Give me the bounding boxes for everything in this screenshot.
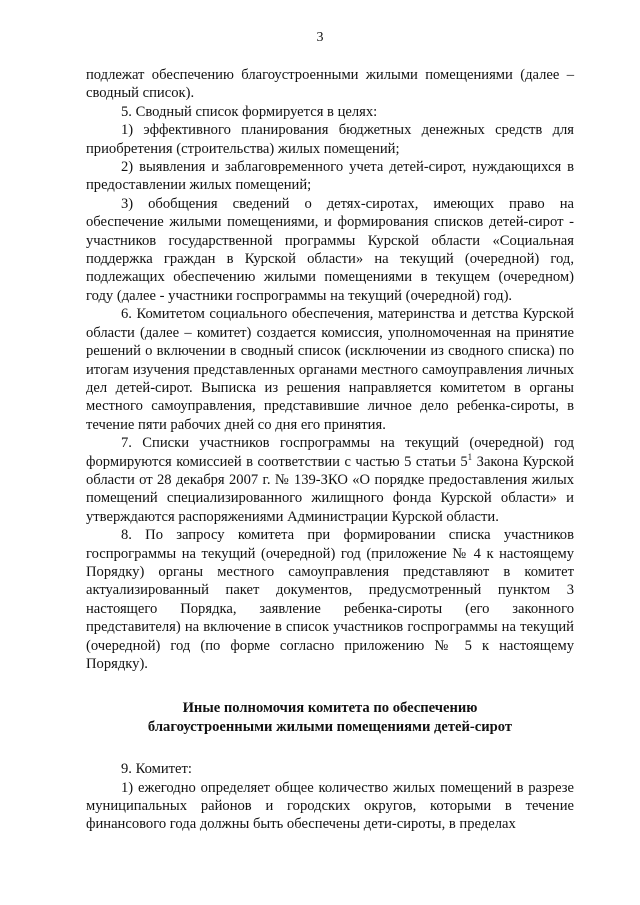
section-heading (86, 699, 574, 736)
paragraph-continuation: подлежат обеспечению благоустроенными жилыми помещениями (далее – сводный список). (86, 67, 574, 102)
section-heading-line2: благоустроенными жилыми помещениями детей-сирот (147, 718, 513, 735)
page-number: 3 (316, 30, 324, 45)
paragraph-item-9: 9. Комитет: (121, 761, 192, 778)
paragraph-item-7 (86, 434, 574, 526)
paragraph-item-5: 5. Сводный список формируется в целях: (121, 103, 378, 120)
article-superscript: 1 (467, 451, 473, 462)
paragraph-item-5-3: 3) обобщения сведений о детях-сиротах, имеющих право на обеспечение жилыми помещениями, и формирования списков детей-сирот - участников государственной программы Курской области «Социальная поддержка граждан в Курской области» на текущий (очередной) год, подлежащих обеспечению жилыми помещениями в текущем (очередном) году (далее - участники госпрограммы на текущий (очередной) год). (86, 195, 574, 304)
section-heading-line1: Иные полномочия комитета по обеспечению (182, 700, 478, 717)
paragraph-item-7-part2: Закона Курской области от 28 декабря 2007 г. № 139-ЗКО «О порядке предоставления жилых помещений специализированного жилищного фонда Курской области» и утверждаются распоряжениями Администрации Курской области. (86, 453, 574, 525)
paragraph-item-8: 8. По запросу комитета при формировании списка участников госпрограммы на текущий (очередной) год (приложение № 4 к настоящему Порядку) органы местного самоуправления представляют в комитет актуализированный пакет документов, предусмотренный пунктом 3 настоящего Порядка, заявление ребенка-сироты (его законного представителя) на включение в список участников госпрограммы на текущий (очередной) год (по форме согласно приложению № 5 к настоящему Порядку). (86, 527, 574, 672)
paragraph-item-5-1: 1) эффективного планирования бюджетных денежных средств для приобретения (строительства) жилых помещений; (86, 122, 574, 157)
document-body (86, 66, 574, 834)
paragraph-item-5-2: 2) выявления и заблаговременного учета детей-сирот, нуждающихся в предоставлении жилых помещений; (86, 159, 574, 194)
paragraph-item-6: 6. Комитетом социального обеспечения, материнства и детства Курской области (далее – комитет) создается комиссия, уполномоченная на принятие решений о включении в сводный список (исключении из сводного списка) по итогам изучения представленных органами местного самоуправления личных дел детей-сирот. Выписка из решения направляется комитетом в органы местного самоуправления, представившие личное дело ребенка-сироты, в течение пяти рабочих дней со дня его принятия. (86, 306, 574, 433)
paragraph-item-9-1: 1) ежегодно определяет общее количество жилых помещений в разрезе муниципальных районов и городских округов, которыми в течение финансового года должны быть обеспечены дети-сироты, в пределах (86, 779, 574, 833)
paragraph-item-7-part1: 7. Списки участников госпрограммы на текущий (очередной) год формируются комиссией в соответствии с частью 5 статьи 5 (86, 435, 574, 470)
